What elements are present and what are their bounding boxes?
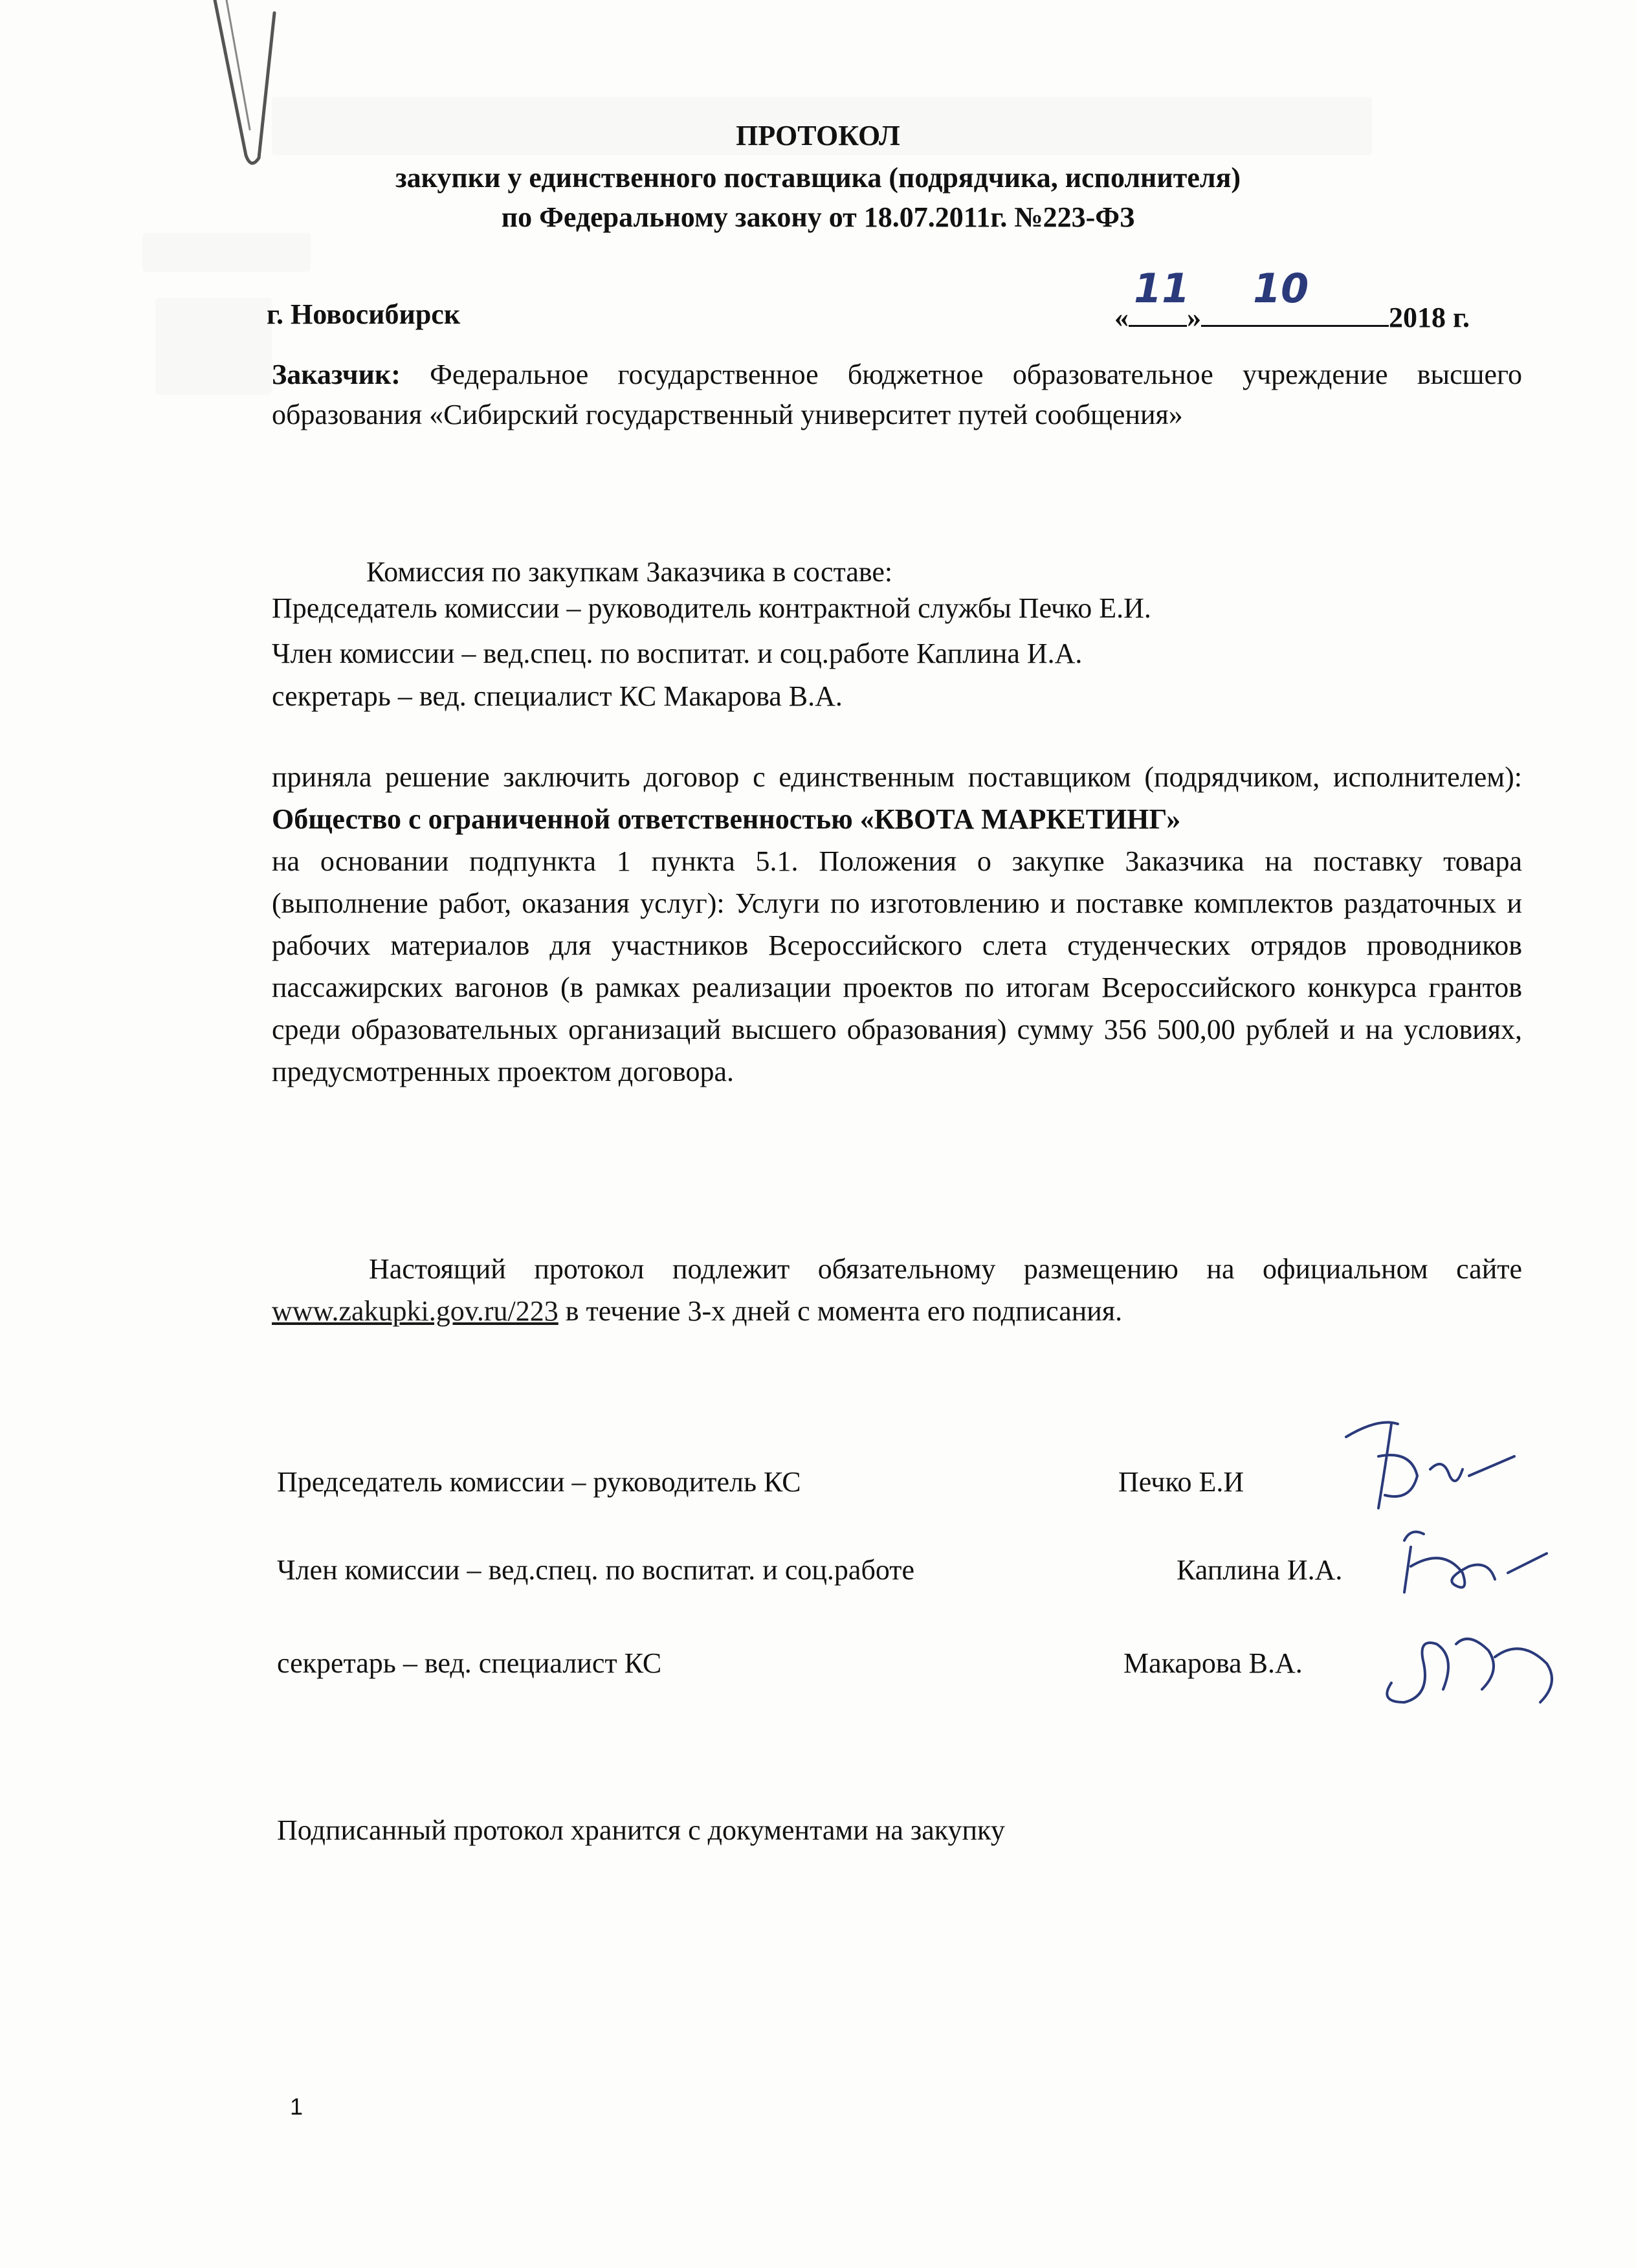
decision-paragraph (272, 756, 1522, 1093)
date-day: 11 (1134, 265, 1190, 312)
commission-intro: Комиссия по закупкам Заказчика в составе: (366, 556, 893, 588)
customer-text: Федеральное государственное бюджетное образовательное учреждение высшего образования «Сибирский государственный университет путей сообщения» (272, 359, 1523, 430)
supplier-name: Общество с ограниченной ответственностью «КВОТА МАРКЕТИНГ» (272, 803, 1181, 835)
handwritten-signature-icon (1365, 1605, 1586, 1722)
publication-paragraph (272, 1248, 1522, 1332)
signature-role-chair: Председатель комиссии – руководитель КС (277, 1466, 801, 1498)
publication-text-before: Настоящий протокол подлежит обязательному размещению на официальном сайте (369, 1253, 1522, 1285)
date-month: 10 (1253, 265, 1309, 312)
date-day-blank (1129, 265, 1190, 327)
commission-secretary: секретарь – вед. специалист КС Макарова В.А. (272, 680, 843, 712)
commission-chair: Председатель комиссии – руководитель контрактной службы Печко Е.И. (272, 592, 1151, 624)
date-open-quote: « (1114, 302, 1129, 333)
date-year: 2018 г. (1389, 302, 1470, 333)
publication-text-after: в течение 3-х дней с момента его подписания. (565, 1295, 1123, 1327)
handwritten-signature-icon (1385, 1515, 1579, 1605)
scan-artifact (142, 233, 311, 272)
customer-block (272, 355, 1522, 435)
signature-name-secretary: Макарова В.А. (1123, 1647, 1303, 1679)
signature-role-secretary: секретарь – вед. специалист КС (277, 1647, 662, 1679)
scan-artifact (155, 298, 272, 395)
page-number: 1 (290, 2093, 304, 2120)
signature-name-chair: Печко Е.И (1118, 1466, 1244, 1498)
document-subtitle: закупки у единственного поставщика (подрядчика, исполнителя) (395, 162, 1241, 194)
law-reference: по Федеральному закону от 18.07.2011г. №223-ФЗ (501, 201, 1135, 233)
city: г. Новосибирск (267, 298, 461, 330)
decision-text-before: приняла решение заключить договор с единственным поставщиком (подрядчиком, исполнителем): (272, 761, 1522, 793)
date-month-blank (1201, 265, 1389, 327)
date-mid-quote: » (1187, 302, 1201, 333)
handwritten-signature-icon (1333, 1398, 1527, 1528)
customer-label: Заказчик: (272, 359, 401, 390)
decision-text-after: на основании подпункта 1 пункта 5.1. Положения о закупке Заказчика на поставку товара (выполнение работ, оказания услуг): Услуги по изготовлению и поставке комплектов раздаточных и рабочих материалов для участников Всероссийского слета студенческих отрядов проводников пассажирских вагонов (в рамках реализации проектов по итогам Всероссийского конкурса грантов среди образовательных организаций высшего образования) сумму 356 500,00 рублей и на условиях, предусмотренных проектом договора. (272, 845, 1522, 1087)
footer-note: Подписанный протокол хранится с документами на закупку (277, 1814, 1005, 1846)
publication-link[interactable]: www.zakupki.gov.ru/223 (272, 1295, 558, 1327)
date-field (1114, 265, 1470, 336)
document-title: ПРОТОКОЛ (736, 120, 900, 151)
signature-name-member: Каплина И.А. (1177, 1554, 1343, 1586)
signature-role-member: Член комиссии – вед.спец. по воспитат. и соц.работе (277, 1554, 915, 1586)
commission-member: Член комиссии – вед.спец. по воспитат. и соц.работе Каплина И.А. (272, 638, 1083, 669)
